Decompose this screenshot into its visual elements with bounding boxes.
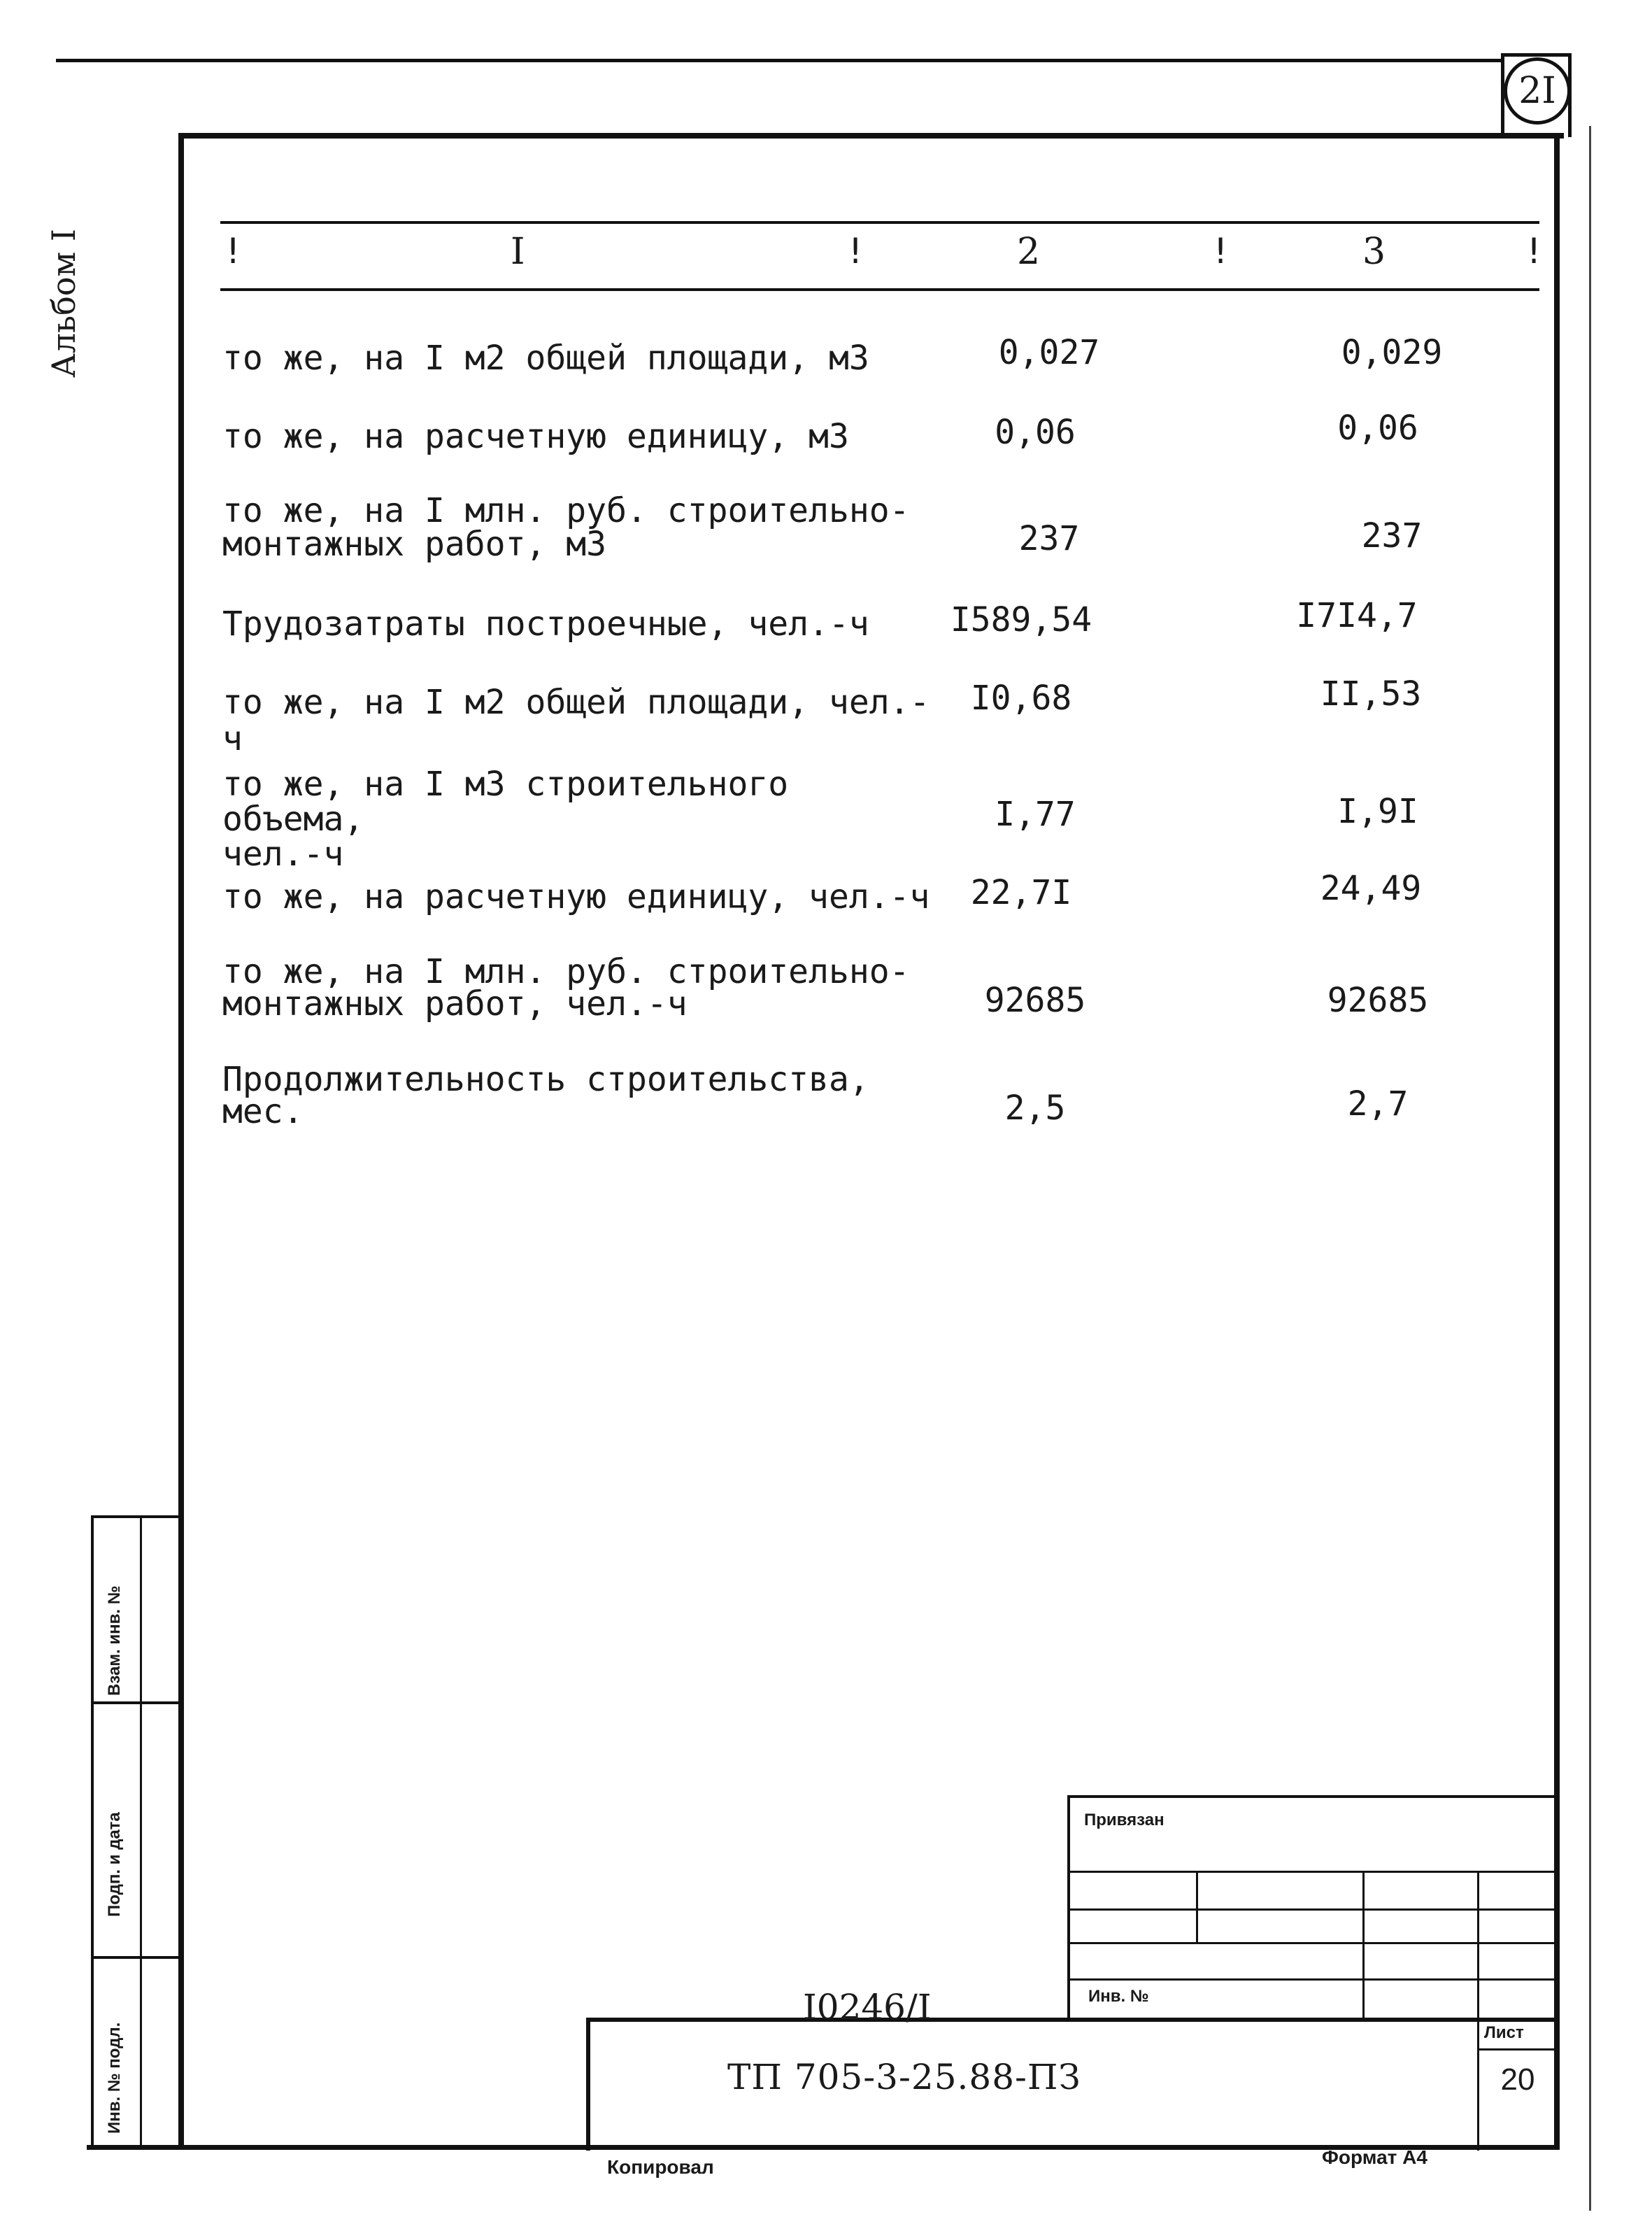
footer-copied: Копировал xyxy=(607,2156,714,2178)
row-label: Трудозатраты построечные, чел.-ч xyxy=(222,604,869,644)
row-label: то же, на I м2 общей площади, м3 xyxy=(222,339,869,378)
row-value-col2: I,77 xyxy=(995,795,1076,834)
page-tab-top xyxy=(1501,53,1571,57)
row-label: то же, на I млн. руб. строительно- монтажных работ, м3 xyxy=(222,491,910,564)
sheet-label: Лист xyxy=(1484,2023,1524,2042)
row-label: то же, на I м2 общей площади, чел.-ч xyxy=(222,683,930,758)
row-value-col2: 2,5 xyxy=(1004,1089,1066,1128)
header-separator: ! xyxy=(222,231,244,271)
margin-cell-replaced-inv: Взам. инв. № xyxy=(105,1585,124,1696)
header-separator: ! xyxy=(1210,231,1232,271)
row-value-col3: 237 xyxy=(1361,516,1423,555)
row-value-col3: 2,7 xyxy=(1347,1084,1409,1124)
top-rule xyxy=(56,59,1504,62)
header-col-1: I xyxy=(511,231,525,273)
album-label: Альбом I xyxy=(45,228,83,378)
row-label: то же, на I м3 строительного объема, чел.-ч xyxy=(222,765,789,874)
inv-number-label: Инв. № xyxy=(1088,1987,1149,2006)
row-value-col2: 237 xyxy=(1018,519,1080,558)
row-value-col2: 0,027 xyxy=(998,333,1100,372)
row-value-col3: II,53 xyxy=(1320,674,1422,714)
row-label: Продолжительность строительства, мес. xyxy=(222,1060,869,1131)
row-value-col2: 22,7I xyxy=(970,873,1072,912)
header-rule-bottom xyxy=(220,288,1539,291)
linked-label: Привязан xyxy=(1084,1811,1165,1829)
header-col-3: 3 xyxy=(1362,231,1386,273)
row-value-col2: I589,54 xyxy=(950,600,1092,639)
row-value-col3: 92685 xyxy=(1327,981,1429,1020)
header-separator: ! xyxy=(1523,231,1545,271)
header-separator: ! xyxy=(845,231,867,271)
row-value-col3: I7I4,7 xyxy=(1296,596,1418,635)
row-label: то же, на I млн. руб. строительно- монтажных работ, чел.-ч xyxy=(222,952,910,1024)
sheet-number: 20 xyxy=(1500,2062,1535,2097)
archive-number: I0246/I xyxy=(803,1987,932,2027)
row-value-col2: I0,68 xyxy=(970,679,1072,718)
header-col-2: 2 xyxy=(1017,231,1041,273)
row-value-col3: 0,029 xyxy=(1341,333,1443,372)
footer-format: Формат А4 xyxy=(1322,2146,1427,2168)
margin-cell-original-inv: Инв. № подл. xyxy=(105,2022,124,2134)
frame-top xyxy=(180,133,1564,139)
document-code: ТП 705-3-25.88-ПЗ xyxy=(727,2057,1081,2097)
frame-left xyxy=(178,133,184,2148)
row-value-col3: 24,49 xyxy=(1320,869,1422,908)
margin-cell-signature-date: Подп. и дата xyxy=(105,1812,124,1917)
header-rule-top xyxy=(220,221,1539,224)
page-number: 2I xyxy=(1504,57,1571,125)
frame-right xyxy=(1554,133,1560,2148)
row-value-col2: 0,06 xyxy=(995,413,1076,452)
row-label: то же, на расчетную единицу, м3 xyxy=(222,417,849,456)
row-label: то же, на расчетную единицу, чел.-ч xyxy=(222,877,930,916)
right-edge-line xyxy=(1589,126,1591,2211)
row-value-col2: 92685 xyxy=(984,981,1086,1020)
row-value-col3: 0,06 xyxy=(1337,409,1418,448)
row-value-col3: I,9I xyxy=(1337,792,1418,831)
